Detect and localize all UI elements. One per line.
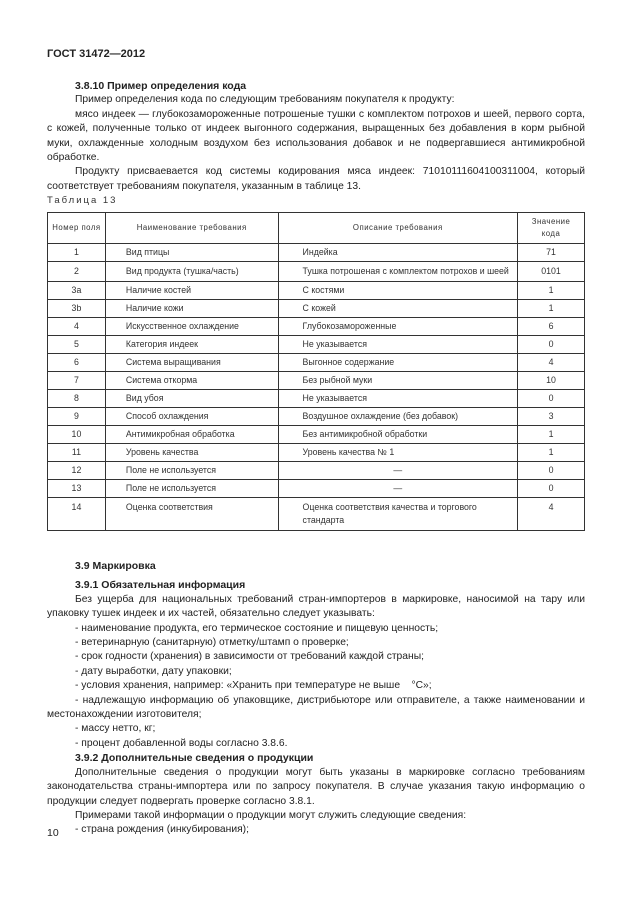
requirement-name: Система откорма [105,372,278,390]
table-row [48,262,585,282]
field-number: 4 [48,318,106,336]
requirement-name: Искусственное охлаждение [105,318,278,336]
field-number: 12 [48,462,106,480]
column-header: Номер поля [48,213,106,244]
requirement-description: Уровень качества № 1 [278,444,518,462]
field-number: 7 [48,372,106,390]
requirement-description: — [278,480,518,498]
table-row [48,318,585,336]
list-item: - страна рождения (инкубирования); [75,824,249,836]
field-number: 3b [48,300,106,318]
table-row [48,390,585,408]
code-value: 1 [518,282,585,300]
table-row [48,244,585,262]
field-number: 3a [48,282,106,300]
requirement-description: Индейка [278,244,518,262]
requirement-description: Оценка соответствия качества и торгового стандарта [278,498,518,531]
requirement-description: Без антимикробной обработки [278,426,518,444]
requirement-name: Антимикробная обработка [105,426,278,444]
table-row [48,480,585,498]
requirement-description: — [278,462,518,480]
requirement-description: Глубокозамороженные [278,318,518,336]
code-value: 1 [518,444,585,462]
list-item: - ветеринарную (санитарную) отметку/штамп о проверке; [75,637,349,649]
table-row [48,426,585,444]
list-item: - дату выработки, дату упаковки; [75,665,232,677]
requirement-name: Система выращивания [105,354,278,372]
paragraph: Пример определения кода по следующим требованиям покупателя к продукту: [75,94,455,106]
field-number: 13 [48,480,106,498]
column-header: Наименование требования [105,213,278,244]
field-number: 8 [48,390,106,408]
requirement-name: Вид убоя [105,390,278,408]
list-item: - надлежащую информацию об упаковщике, дистрибьюторе или отправителе, а также наименовании и местонахождении изготовителя; [47,694,585,721]
code-value: 71 [518,244,585,262]
section-title: 3.9 Маркировка [75,560,156,572]
section-title: 3.8.10 Пример определения кода [75,80,247,92]
list-item: - наименование продукта, его термическое состояние и пищевую ценность; [75,622,439,634]
code-value: 0 [518,462,585,480]
code-table [47,212,585,531]
section-3-9 [47,559,585,838]
table-caption: Таблица 13 [47,195,118,206]
requirement-description: Без рыбной муки [278,372,518,390]
code-value: 6 [518,318,585,336]
paragraph: Примерами такой информации о продукции могут служить следующие сведения: [75,809,467,821]
table-row [48,282,585,300]
paragraph: мясо индеек — глубокозамороженные потрошеные тушки с комплектом потрохов и шеей, первого сорта, с кожей, полученные только от индеек выгонного содержания, выращенных без добавления в корм рыбной муки, охлажденные холодным воздухом без использования добавок и не подвергавшиеся антимикробной обработке. [47,108,585,164]
field-number: 11 [48,444,106,462]
table-row [48,372,585,390]
requirement-name: Способ охлаждения [105,408,278,426]
requirement-description: Тушка потрошеная с комплектом потрохов и шеей [278,262,518,282]
list-item: - условия хранения, например: «Хранить при температуре не выше °С»; [75,680,432,692]
requirement-description: С костями [278,282,518,300]
paragraph: Дополнительные сведения о продукции могут быть указаны в маркировке согласно требованиям законодательства страны-импортера или по запросу покупателя. В случае указания такую информацию о продукции следует подвергать проверке согласно 3.8.1. [47,766,585,807]
requirement-name: Поле не используется [105,462,278,480]
field-number: 14 [48,498,106,531]
table-header-row [48,213,585,244]
list-item: - массу нетто, кг; [75,723,156,735]
table-row [48,354,585,372]
code-value: 1 [518,300,585,318]
requirement-description: Воздушное охлаждение (без добавок) [278,408,518,426]
code-value: 0 [518,480,585,498]
subsection-title: 3.9.2 Дополнительные сведения о продукции [75,752,314,765]
list-item: - срок годности (хранения) в зависимости от требований каждой страны; [75,651,424,663]
field-number: 6 [48,354,106,372]
requirement-description: Не указывается [278,390,518,408]
subsection-title: 3.9.1 Обязательная информация [75,579,246,592]
requirement-name: Наличие костей [105,282,278,300]
requirement-name: Вид продукта (тушка/часть) [105,262,278,282]
field-number: 2 [48,262,106,282]
requirement-name: Вид птицы [105,244,278,262]
code-value: 10 [518,372,585,390]
list-item: - процент добавленной воды согласно 3.8.6. [75,737,288,749]
table-row [48,498,585,531]
requirement-name: Поле не используется [105,480,278,498]
field-number: 10 [48,426,106,444]
field-number: 5 [48,336,106,354]
code-value: 0 [518,336,585,354]
requirement-description: Выгонное содержание [278,354,518,372]
code-value: 1 [518,426,585,444]
code-value: 4 [518,354,585,372]
requirement-name: Наличие кожи [105,300,278,318]
table-row [48,444,585,462]
field-number: 9 [48,408,106,426]
table-row [48,408,585,426]
code-value: 0 [518,390,585,408]
requirement-description: Не указывается [278,336,518,354]
column-header: Описание требования [278,213,518,244]
requirement-description: С кожей [278,300,518,318]
code-value: 4 [518,498,585,531]
table-row [48,336,585,354]
table-row [48,300,585,318]
page-number: 10 [47,827,59,839]
document-header: ГОСТ 31472—2012 [47,48,146,60]
paragraph: Продукту присваевается код системы кодирования мяса индеек: 71010111604100311004, который соответствует требованиям покупателя, указанным в таблице 13. [47,166,585,192]
section-3-8-10 [47,79,585,194]
paragraph: Без ущерба для национальных требований стран-импортеров в маркировке, наносимой на тару или упаковку тушек индеек и их частей, обязательно следует указывать: [47,593,585,620]
code-value: 3 [518,408,585,426]
requirement-name: Категория индеек [105,336,278,354]
requirement-name: Уровень качества [105,444,278,462]
table-row [48,462,585,480]
code-value: 0101 [518,262,585,282]
column-header: Значение кода [518,213,585,244]
field-number: 1 [48,244,106,262]
requirement-name: Оценка соответствия [105,498,278,531]
